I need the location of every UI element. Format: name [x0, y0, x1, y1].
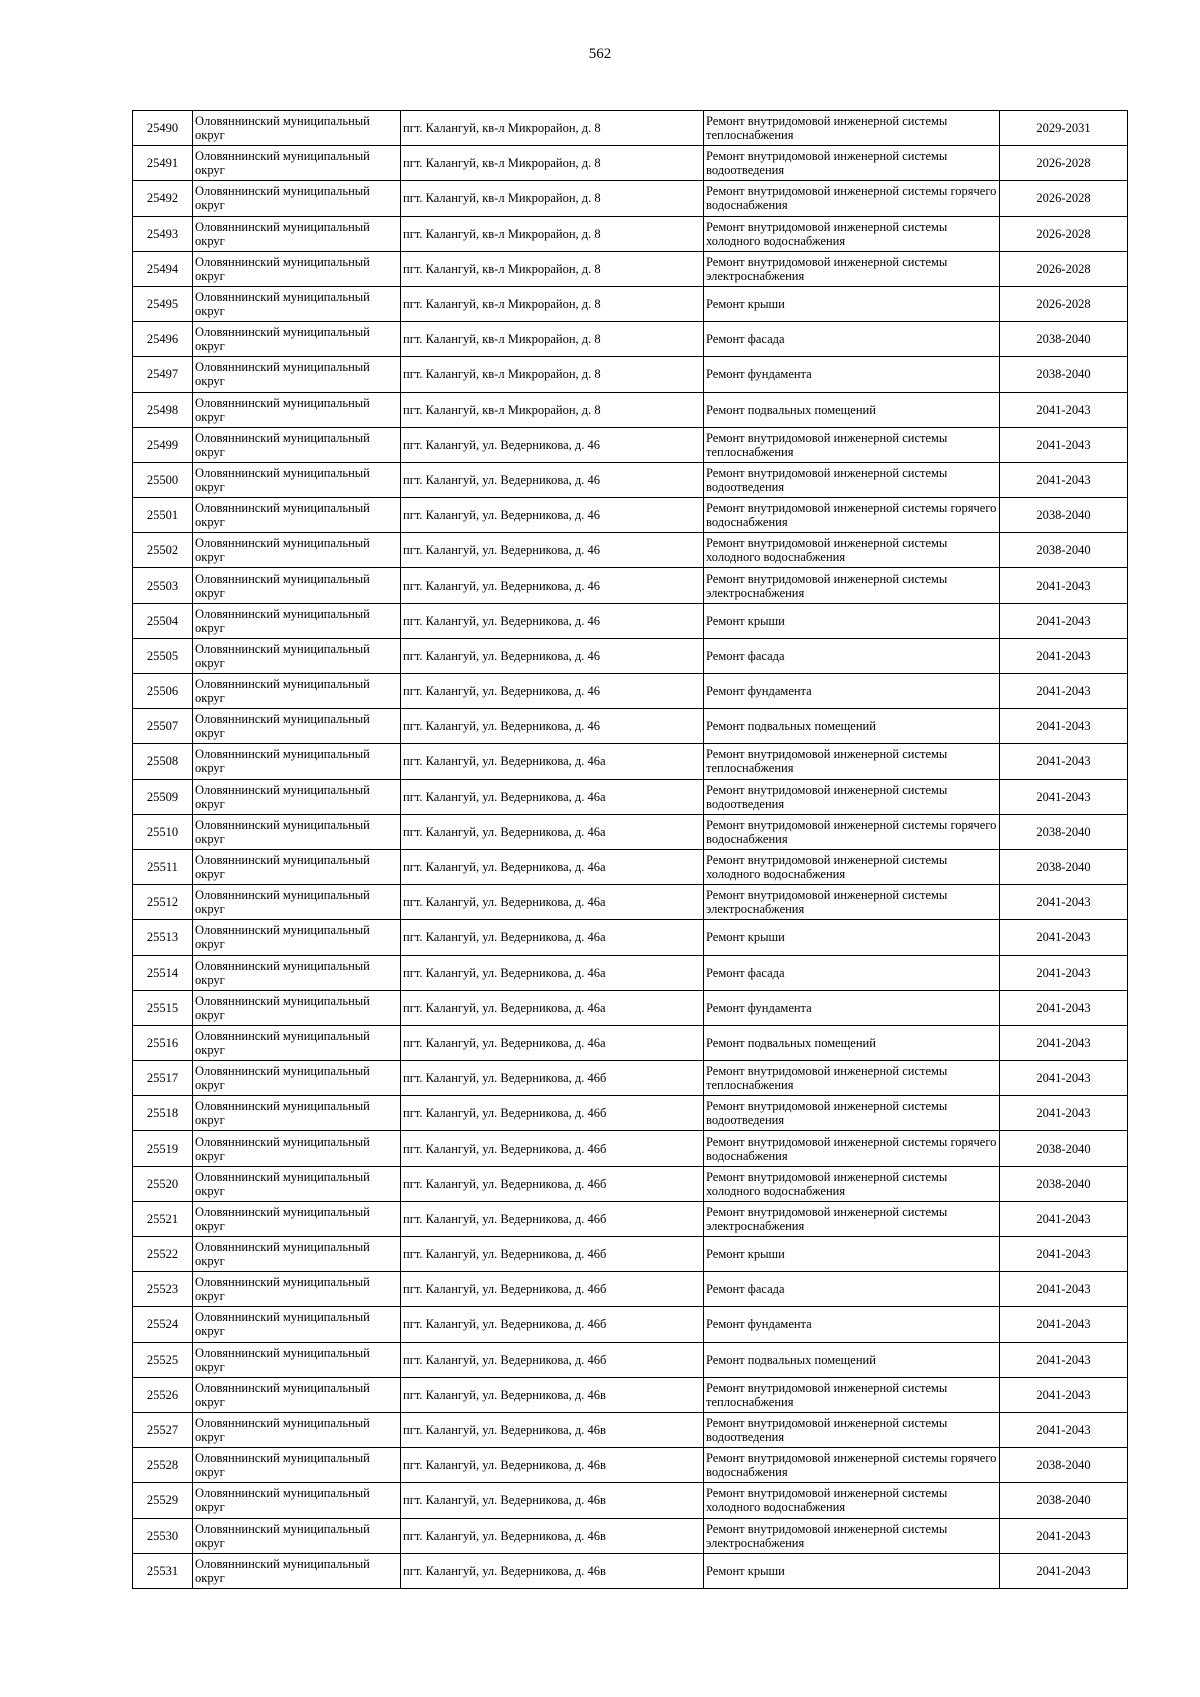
- period-cell: 2041-2043: [1000, 1342, 1128, 1377]
- municipality-cell: Оловяннинский муниципальный округ: [193, 1201, 401, 1236]
- period-cell: 2041-2043: [1000, 603, 1128, 638]
- address-cell: пгт. Калангуй, ул. Ведерникова, д. 46в: [401, 1553, 704, 1588]
- work-type-cell: Ремонт внутридомовой инженерной системы теплоснабжения: [704, 111, 1000, 146]
- table-row: [133, 111, 1128, 146]
- address-cell: пгт. Калангуй, ул. Ведерникова, д. 46: [401, 462, 704, 497]
- page-number: 562: [588, 46, 612, 62]
- row-number-cell: 25507: [133, 709, 193, 744]
- row-number-cell: 25495: [133, 286, 193, 321]
- work-type-cell: Ремонт внутридомовой инженерной системы холодного водоснабжения: [704, 1166, 1000, 1201]
- row-number-cell: 25503: [133, 568, 193, 603]
- row-number-cell: 25501: [133, 498, 193, 533]
- address-cell: пгт. Калангуй, ул. Ведерникова, д. 46а: [401, 849, 704, 884]
- address-cell: пгт. Калангуй, ул. Ведерникова, д. 46а: [401, 920, 704, 955]
- row-number-cell: 25491: [133, 146, 193, 181]
- municipality-cell: Оловяннинский муниципальный округ: [193, 286, 401, 321]
- row-number-cell: 25509: [133, 779, 193, 814]
- municipality-cell: Оловяннинский муниципальный округ: [193, 1131, 401, 1166]
- work-type-cell: Ремонт внутридомовой инженерной системы электроснабжения: [704, 568, 1000, 603]
- address-cell: пгт. Калангуй, ул. Ведерникова, д. 46б: [401, 1272, 704, 1307]
- address-cell: пгт. Калангуй, ул. Ведерникова, д. 46в: [401, 1518, 704, 1553]
- table-row: [133, 498, 1128, 533]
- period-cell: 2041-2043: [1000, 744, 1128, 779]
- municipality-cell: Оловяннинский муниципальный округ: [193, 1483, 401, 1518]
- work-type-cell: Ремонт внутридомовой инженерной системы электроснабжения: [704, 251, 1000, 286]
- row-number-cell: 25528: [133, 1448, 193, 1483]
- period-cell: 2041-2043: [1000, 1096, 1128, 1131]
- address-cell: пгт. Калангуй, ул. Ведерникова, д. 46: [401, 638, 704, 673]
- period-cell: 2041-2043: [1000, 392, 1128, 427]
- municipality-cell: Оловяннинский муниципальный округ: [193, 1096, 401, 1131]
- period-cell: 2038-2040: [1000, 1448, 1128, 1483]
- address-cell: пгт. Калангуй, ул. Ведерникова, д. 46в: [401, 1448, 704, 1483]
- work-type-cell: Ремонт подвальных помещений: [704, 392, 1000, 427]
- work-type-cell: Ремонт крыши: [704, 286, 1000, 321]
- period-cell: 2041-2043: [1000, 920, 1128, 955]
- municipality-cell: Оловяннинский муниципальный округ: [193, 427, 401, 462]
- period-cell: 2041-2043: [1000, 1518, 1128, 1553]
- address-cell: пгт. Калангуй, ул. Ведерникова, д. 46б: [401, 1131, 704, 1166]
- address-cell: пгт. Калангуй, кв-л Микрорайон, д. 8: [401, 181, 704, 216]
- address-cell: пгт. Калангуй, ул. Ведерникова, д. 46а: [401, 955, 704, 990]
- period-cell: 2026-2028: [1000, 286, 1128, 321]
- period-cell: 2038-2040: [1000, 814, 1128, 849]
- period-cell: 2041-2043: [1000, 709, 1128, 744]
- table-row: [133, 251, 1128, 286]
- municipality-cell: Оловяннинский муниципальный округ: [193, 1061, 401, 1096]
- period-cell: 2041-2043: [1000, 1307, 1128, 1342]
- address-cell: пгт. Калангуй, ул. Ведерникова, д. 46б: [401, 1342, 704, 1377]
- work-type-cell: Ремонт внутридомовой инженерной системы теплоснабжения: [704, 427, 1000, 462]
- municipality-cell: Оловяннинский муниципальный округ: [193, 1237, 401, 1272]
- address-cell: пгт. Калангуй, ул. Ведерникова, д. 46а: [401, 990, 704, 1025]
- table-row: [133, 568, 1128, 603]
- period-cell: 2038-2040: [1000, 498, 1128, 533]
- address-cell: пгт. Калангуй, кв-л Микрорайон, д. 8: [401, 111, 704, 146]
- work-type-cell: Ремонт фундамента: [704, 674, 1000, 709]
- address-cell: пгт. Калангуй, кв-л Микрорайон, д. 8: [401, 357, 704, 392]
- municipality-cell: Оловяннинский муниципальный округ: [193, 533, 401, 568]
- municipality-cell: Оловяннинский муниципальный округ: [193, 1518, 401, 1553]
- table-row: [133, 181, 1128, 216]
- municipality-cell: Оловяннинский муниципальный округ: [193, 462, 401, 497]
- work-type-cell: Ремонт внутридомовой инженерной системы электроснабжения: [704, 1201, 1000, 1236]
- table-row: [133, 1025, 1128, 1060]
- address-cell: пгт. Калангуй, ул. Ведерникова, д. 46: [401, 674, 704, 709]
- registry-table: [132, 110, 1128, 1589]
- table-row: [133, 990, 1128, 1025]
- work-type-cell: Ремонт внутридомовой инженерной системы электроснабжения: [704, 1518, 1000, 1553]
- work-type-cell: Ремонт внутридомовой инженерной системы холодного водоснабжения: [704, 533, 1000, 568]
- municipality-cell: Оловяннинский муниципальный округ: [193, 251, 401, 286]
- period-cell: 2038-2040: [1000, 322, 1128, 357]
- address-cell: пгт. Калангуй, ул. Ведерникова, д. 46б: [401, 1096, 704, 1131]
- period-cell: 2041-2043: [1000, 990, 1128, 1025]
- row-number-cell: 25498: [133, 392, 193, 427]
- period-cell: 2026-2028: [1000, 216, 1128, 251]
- row-number-cell: 25526: [133, 1377, 193, 1412]
- address-cell: пгт. Калангуй, ул. Ведерникова, д. 46: [401, 709, 704, 744]
- work-type-cell: Ремонт внутридомовой инженерной системы теплоснабжения: [704, 1377, 1000, 1412]
- row-number-cell: 25497: [133, 357, 193, 392]
- table-row: [133, 427, 1128, 462]
- municipality-cell: Оловяннинский муниципальный округ: [193, 638, 401, 673]
- row-number-cell: 25516: [133, 1025, 193, 1060]
- work-type-cell: Ремонт фундамента: [704, 1307, 1000, 1342]
- row-number-cell: 25527: [133, 1412, 193, 1447]
- municipality-cell: Оловяннинский муниципальный округ: [193, 709, 401, 744]
- work-type-cell: Ремонт внутридомовой инженерной системы теплоснабжения: [704, 744, 1000, 779]
- row-number-cell: 25522: [133, 1237, 193, 1272]
- period-cell: 2026-2028: [1000, 146, 1128, 181]
- row-number-cell: 25496: [133, 322, 193, 357]
- work-type-cell: Ремонт внутридомовой инженерной системы электроснабжения: [704, 885, 1000, 920]
- address-cell: пгт. Калангуй, кв-л Микрорайон, д. 8: [401, 286, 704, 321]
- table-row: [133, 146, 1128, 181]
- period-cell: 2038-2040: [1000, 1483, 1128, 1518]
- period-cell: 2038-2040: [1000, 357, 1128, 392]
- work-type-cell: Ремонт внутридомовой инженерной системы горячего водоснабжения: [704, 1448, 1000, 1483]
- municipality-cell: Оловяннинский муниципальный округ: [193, 814, 401, 849]
- table-row: [133, 357, 1128, 392]
- row-number-cell: 25506: [133, 674, 193, 709]
- municipality-cell: Оловяннинский муниципальный округ: [193, 111, 401, 146]
- address-cell: пгт. Калангуй, ул. Ведерникова, д. 46в: [401, 1377, 704, 1412]
- address-cell: пгт. Калангуй, ул. Ведерникова, д. 46а: [401, 1025, 704, 1060]
- work-type-cell: Ремонт крыши: [704, 1553, 1000, 1588]
- table-row: [133, 1553, 1128, 1588]
- work-type-cell: Ремонт фасада: [704, 638, 1000, 673]
- address-cell: пгт. Калангуй, кв-л Микрорайон, д. 8: [401, 251, 704, 286]
- table-row: [133, 462, 1128, 497]
- period-cell: 2038-2040: [1000, 533, 1128, 568]
- municipality-cell: Оловяннинский муниципальный округ: [193, 1272, 401, 1307]
- row-number-cell: 25530: [133, 1518, 193, 1553]
- table-row: [133, 1237, 1128, 1272]
- row-number-cell: 25505: [133, 638, 193, 673]
- municipality-cell: Оловяннинский муниципальный округ: [193, 674, 401, 709]
- table-row: [133, 709, 1128, 744]
- municipality-cell: Оловяннинский муниципальный округ: [193, 1025, 401, 1060]
- table-row: [133, 1131, 1128, 1166]
- period-cell: 2038-2040: [1000, 849, 1128, 884]
- table-row: [133, 814, 1128, 849]
- row-number-cell: 25504: [133, 603, 193, 638]
- work-type-cell: Ремонт внутридомовой инженерной системы горячего водоснабжения: [704, 181, 1000, 216]
- municipality-cell: Оловяннинский муниципальный округ: [193, 1307, 401, 1342]
- work-type-cell: Ремонт крыши: [704, 920, 1000, 955]
- row-number-cell: 25529: [133, 1483, 193, 1518]
- row-number-cell: 25517: [133, 1061, 193, 1096]
- row-number-cell: 25520: [133, 1166, 193, 1201]
- address-cell: пгт. Калангуй, ул. Ведерникова, д. 46: [401, 498, 704, 533]
- work-type-cell: Ремонт внутридомовой инженерной системы холодного водоснабжения: [704, 1483, 1000, 1518]
- row-number-cell: 25512: [133, 885, 193, 920]
- municipality-cell: Оловяннинский муниципальный округ: [193, 498, 401, 533]
- period-cell: 2026-2028: [1000, 181, 1128, 216]
- row-number-cell: 25490: [133, 111, 193, 146]
- work-type-cell: Ремонт фундамента: [704, 990, 1000, 1025]
- table-row: [133, 674, 1128, 709]
- period-cell: 2041-2043: [1000, 674, 1128, 709]
- row-number-cell: 25515: [133, 990, 193, 1025]
- table-row: [133, 638, 1128, 673]
- table-row: [133, 779, 1128, 814]
- period-cell: 2041-2043: [1000, 1377, 1128, 1412]
- work-type-cell: Ремонт фасада: [704, 1272, 1000, 1307]
- period-cell: 2041-2043: [1000, 885, 1128, 920]
- work-type-cell: Ремонт внутридомовой инженерной системы холодного водоснабжения: [704, 216, 1000, 251]
- row-number-cell: 25494: [133, 251, 193, 286]
- period-cell: 2041-2043: [1000, 1272, 1128, 1307]
- row-number-cell: 25513: [133, 920, 193, 955]
- work-type-cell: Ремонт фасада: [704, 322, 1000, 357]
- work-type-cell: Ремонт внутридомовой инженерной системы водоотведения: [704, 1096, 1000, 1131]
- address-cell: пгт. Калангуй, ул. Ведерникова, д. 46: [401, 568, 704, 603]
- table-row: [133, 744, 1128, 779]
- work-type-cell: Ремонт внутридомовой инженерной системы водоотведения: [704, 462, 1000, 497]
- municipality-cell: Оловяннинский муниципальный округ: [193, 1412, 401, 1447]
- table-row: [133, 1448, 1128, 1483]
- table-row: [133, 1518, 1128, 1553]
- row-number-cell: 25521: [133, 1201, 193, 1236]
- period-cell: 2041-2043: [1000, 568, 1128, 603]
- row-number-cell: 25493: [133, 216, 193, 251]
- work-type-cell: Ремонт внутридомовой инженерной системы водоотведения: [704, 1412, 1000, 1447]
- municipality-cell: Оловяннинский муниципальный округ: [193, 955, 401, 990]
- table-row: [133, 1412, 1128, 1447]
- address-cell: пгт. Калангуй, ул. Ведерникова, д. 46в: [401, 1483, 704, 1518]
- table-row: [133, 322, 1128, 357]
- table-row: [133, 1342, 1128, 1377]
- municipality-cell: Оловяннинский муниципальный округ: [193, 849, 401, 884]
- municipality-cell: Оловяннинский муниципальный округ: [193, 885, 401, 920]
- address-cell: пгт. Калангуй, ул. Ведерникова, д. 46б: [401, 1061, 704, 1096]
- period-cell: 2041-2043: [1000, 955, 1128, 990]
- address-cell: пгт. Калангуй, ул. Ведерникова, д. 46а: [401, 885, 704, 920]
- table-row: [133, 392, 1128, 427]
- row-number-cell: 25531: [133, 1553, 193, 1588]
- work-type-cell: Ремонт внутридомовой инженерной системы горячего водоснабжения: [704, 498, 1000, 533]
- period-cell: 2041-2043: [1000, 427, 1128, 462]
- row-number-cell: 25523: [133, 1272, 193, 1307]
- municipality-cell: Оловяннинский муниципальный округ: [193, 744, 401, 779]
- address-cell: пгт. Калангуй, ул. Ведерникова, д. 46а: [401, 779, 704, 814]
- period-cell: 2041-2043: [1000, 1553, 1128, 1588]
- table-row: [133, 1483, 1128, 1518]
- address-cell: пгт. Калангуй, ул. Ведерникова, д. 46а: [401, 814, 704, 849]
- work-type-cell: Ремонт фасада: [704, 955, 1000, 990]
- municipality-cell: Оловяннинский муниципальный округ: [193, 1448, 401, 1483]
- municipality-cell: Оловяннинский муниципальный округ: [193, 181, 401, 216]
- row-number-cell: 25492: [133, 181, 193, 216]
- address-cell: пгт. Калангуй, ул. Ведерникова, д. 46б: [401, 1307, 704, 1342]
- row-number-cell: 25508: [133, 744, 193, 779]
- work-type-cell: Ремонт фундамента: [704, 357, 1000, 392]
- address-cell: пгт. Калангуй, ул. Ведерникова, д. 46: [401, 533, 704, 568]
- table-row: [133, 286, 1128, 321]
- period-cell: 2041-2043: [1000, 1025, 1128, 1060]
- work-type-cell: Ремонт подвальных помещений: [704, 1025, 1000, 1060]
- municipality-cell: Оловяннинский муниципальный округ: [193, 216, 401, 251]
- address-cell: пгт. Калангуй, ул. Ведерникова, д. 46: [401, 427, 704, 462]
- work-type-cell: Ремонт внутридомовой инженерной системы теплоснабжения: [704, 1061, 1000, 1096]
- period-cell: 2041-2043: [1000, 1061, 1128, 1096]
- municipality-cell: Оловяннинский муниципальный округ: [193, 1553, 401, 1588]
- table-row: [133, 849, 1128, 884]
- municipality-cell: Оловяннинский муниципальный округ: [193, 357, 401, 392]
- table-row: [133, 885, 1128, 920]
- work-type-cell: Ремонт подвальных помещений: [704, 709, 1000, 744]
- table-row: [133, 1307, 1128, 1342]
- row-number-cell: 25500: [133, 462, 193, 497]
- municipality-cell: Оловяннинский муниципальный округ: [193, 603, 401, 638]
- work-type-cell: Ремонт крыши: [704, 1237, 1000, 1272]
- period-cell: 2041-2043: [1000, 1237, 1128, 1272]
- row-number-cell: 25514: [133, 955, 193, 990]
- row-number-cell: 25524: [133, 1307, 193, 1342]
- municipality-cell: Оловяннинский муниципальный округ: [193, 990, 401, 1025]
- table-row: [133, 1201, 1128, 1236]
- address-cell: пгт. Калангуй, кв-л Микрорайон, д. 8: [401, 322, 704, 357]
- address-cell: пгт. Калангуй, ул. Ведерникова, д. 46б: [401, 1201, 704, 1236]
- municipality-cell: Оловяннинский муниципальный округ: [193, 779, 401, 814]
- table-row: [133, 1166, 1128, 1201]
- table-row: [133, 1377, 1128, 1412]
- work-type-cell: Ремонт крыши: [704, 603, 1000, 638]
- registry-body: [133, 111, 1128, 1589]
- municipality-cell: Оловяннинский муниципальный округ: [193, 322, 401, 357]
- period-cell: 2041-2043: [1000, 779, 1128, 814]
- address-cell: пгт. Калангуй, кв-л Микрорайон, д. 8: [401, 216, 704, 251]
- row-number-cell: 25519: [133, 1131, 193, 1166]
- period-cell: 2029-2031: [1000, 111, 1128, 146]
- address-cell: пгт. Калангуй, кв-л Микрорайон, д. 8: [401, 146, 704, 181]
- address-cell: пгт. Калангуй, ул. Ведерникова, д. 46в: [401, 1412, 704, 1447]
- table-row: [133, 1061, 1128, 1096]
- municipality-cell: Оловяннинский муниципальный округ: [193, 392, 401, 427]
- period-cell: 2038-2040: [1000, 1131, 1128, 1166]
- municipality-cell: Оловяннинский муниципальный округ: [193, 1342, 401, 1377]
- row-number-cell: 25518: [133, 1096, 193, 1131]
- row-number-cell: 25510: [133, 814, 193, 849]
- address-cell: пгт. Калангуй, ул. Ведерникова, д. 46б: [401, 1166, 704, 1201]
- municipality-cell: Оловяннинский муниципальный округ: [193, 1377, 401, 1412]
- address-cell: пгт. Калангуй, ул. Ведерникова, д. 46а: [401, 744, 704, 779]
- table-row: [133, 533, 1128, 568]
- work-type-cell: Ремонт внутридомовой инженерной системы горячего водоснабжения: [704, 1131, 1000, 1166]
- row-number-cell: 25511: [133, 849, 193, 884]
- address-cell: пгт. Калангуй, ул. Ведерникова, д. 46: [401, 603, 704, 638]
- address-cell: пгт. Калангуй, кв-л Микрорайон, д. 8: [401, 392, 704, 427]
- table-row: [133, 603, 1128, 638]
- municipality-cell: Оловяннинский муниципальный округ: [193, 568, 401, 603]
- period-cell: 2041-2043: [1000, 462, 1128, 497]
- table-row: [133, 920, 1128, 955]
- work-type-cell: Ремонт внутридомовой инженерной системы водоотведения: [704, 146, 1000, 181]
- period-cell: 2038-2040: [1000, 1166, 1128, 1201]
- row-number-cell: 25525: [133, 1342, 193, 1377]
- address-cell: пгт. Калангуй, ул. Ведерникова, д. 46б: [401, 1237, 704, 1272]
- municipality-cell: Оловяннинский муниципальный округ: [193, 146, 401, 181]
- work-type-cell: Ремонт подвальных помещений: [704, 1342, 1000, 1377]
- table-row: [133, 1096, 1128, 1131]
- row-number-cell: 25499: [133, 427, 193, 462]
- table-row: [133, 216, 1128, 251]
- table-row: [133, 955, 1128, 990]
- period-cell: 2026-2028: [1000, 251, 1128, 286]
- municipality-cell: Оловяннинский муниципальный округ: [193, 920, 401, 955]
- municipality-cell: Оловяннинский муниципальный округ: [193, 1166, 401, 1201]
- work-type-cell: Ремонт внутридомовой инженерной системы горячего водоснабжения: [704, 814, 1000, 849]
- table-row: [133, 1272, 1128, 1307]
- period-cell: 2041-2043: [1000, 1201, 1128, 1236]
- period-cell: 2041-2043: [1000, 638, 1128, 673]
- row-number-cell: 25502: [133, 533, 193, 568]
- work-type-cell: Ремонт внутридомовой инженерной системы водоотведения: [704, 779, 1000, 814]
- period-cell: 2041-2043: [1000, 1412, 1128, 1447]
- work-type-cell: Ремонт внутридомовой инженерной системы холодного водоснабжения: [704, 849, 1000, 884]
